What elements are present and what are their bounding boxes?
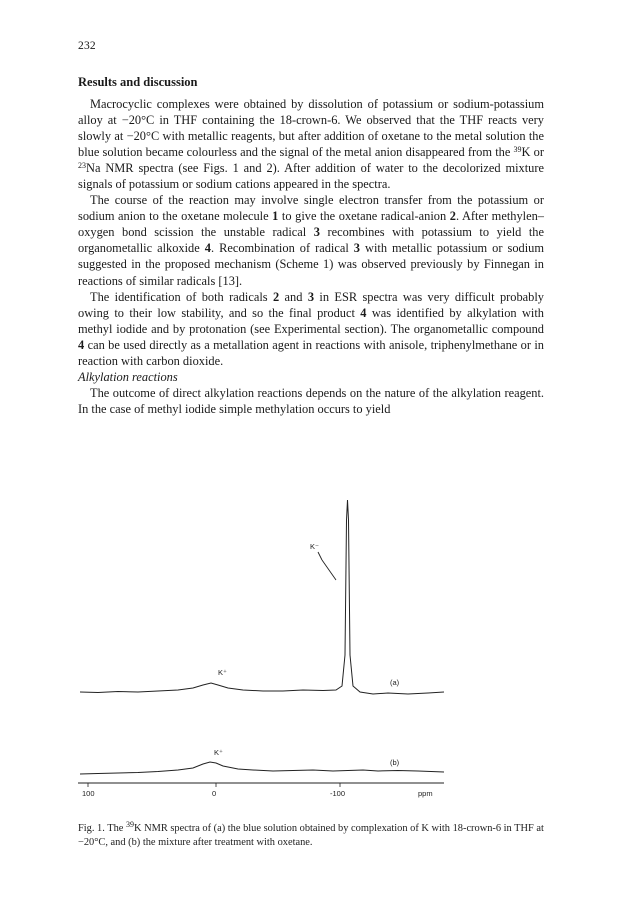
paragraph-4: The outcome of direct alkylation reactions depends on the nature of the alkylation reagent. In the case of methyl iodide simple methylation occurs to yield: [78, 385, 544, 416]
paragraph-2: The course of the reaction may involve single electron transfer from the potassium or sodium anion to the oxetane molecule 1 to give the oxetane radical-anion 2. After methylen–oxygen bond scission the unstable radical 3 recombines with potassium to yield the organometallic alkoxide 4. Recombination of radical 3 with metallic potassium or sodium suggested in the proposed mechanism (Scheme 1) was observed previously by Finnegan in reactions of similar radicals [13].: [78, 193, 544, 288]
label-trace-a: (a): [390, 678, 400, 687]
page-number: 232: [78, 40, 96, 52]
k-anion-arrow-line: [322, 560, 336, 580]
k-anion-arrow-head: [318, 552, 322, 560]
nmr-spectra-plot: [78, 480, 544, 810]
label-k-cation-a: K⁺: [218, 668, 227, 677]
paragraph-3: The identification of both radicals 2 and 3 in ESR spectra was very difficult probably owing to their low stability, and so the final product 4 was identified by alkylation with methyl iodide and by protonation (see Experimental section). The organometallic compound 4 can be used directly as a metallation agent in reactions with anisole, triphenylmethane or in reaction with carbon dioxide.: [78, 289, 545, 368]
label-trace-b: (b): [390, 758, 400, 767]
nmr-figure: [78, 480, 544, 810]
tick-label-0: 0: [212, 789, 217, 798]
label-k-anion: K⁻: [310, 542, 319, 551]
paragraph-1: Macrocyclic complexes were obtained by dissolution of potassium or sodium-potassium alloy at −20°C in THF containing the 18-crown-6. We observed that the THF reacts very slowly at −20°C with metallic reagents, but after addition of oxetane to the metal solution the blue solution became colourless and the signal of the metal anion disappeared from the $^{39}$K or $^{23}$Na NMR spectra (see Figs. 1 and 2). After addition of water to the decolorized mixture signals of potassium or sodium cations appeared in the spectra.: [78, 97, 544, 192]
spectrum-trace-a: [80, 500, 444, 694]
tick-label-minus-100: -100: [330, 789, 346, 798]
section-heading: Results and discussion: [78, 75, 198, 89]
tick-label-ppm: ppm: [418, 789, 433, 798]
tick-label-100: 100: [82, 789, 95, 798]
figure-caption: Fig. 1. The $^{39}$K NMR spectra of (a) the blue solution obtained by complexation of K with 18-crown-6 in THF at −20°C, and (b) the mixture after treatment with oxetane.: [78, 820, 544, 848]
label-k-cation-b: K⁺: [214, 748, 223, 757]
subheading-alkylation: Alkylation reactions: [78, 369, 178, 384]
body-text: [78, 96, 544, 417]
